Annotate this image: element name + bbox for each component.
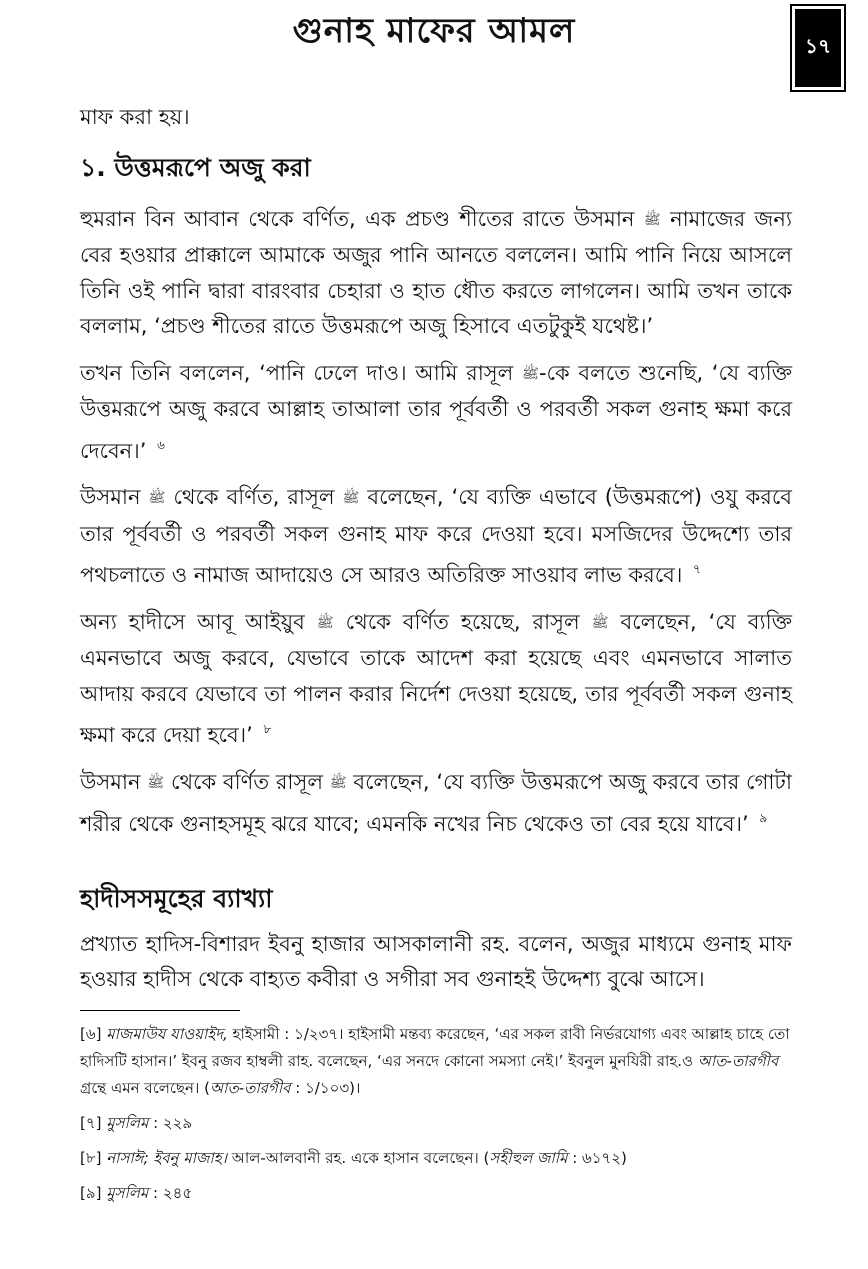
section-heading-wudu: ১. উত্তমরূপে অজু করা [80,152,311,182]
section-heading-explanation: হাদীসসমূহের ব্যাখ্যা [80,883,273,913]
page-number: ১৭ [795,9,841,87]
paragraph-uthman-hadith: উসমান ﷺ থেকে বর্ণিত, রাসূল ﷺ বলেছেন, ‘যে ব্যক্তি এভাবে (উত্তমরূপে) ওযু করবে তার পূর্ববর্তী ও পরবর্তী সকল গুনাহ মাফ করে দেওয়া হবে। মসজিদের উদ্দেশ্যে তার পথচলাতে ও নামাজ আদায়েও সে আরও অতিরিক্ত সাওয়াব লাভ করবে। $^৭$ [80,485,792,587]
footnote-ref-8: ৮ [263,722,272,736]
salawat-icon: ﷺ [591,614,609,631]
page-header-title: গুনাহ মাফের আমল [292,11,576,51]
paragraph-ibn-hajar: প্রখ্যাত হাদিস-বিশারদ ইবনু হাজার আসকালানী রহ. বলেন, অজুর মাধ্যমে গুনাহ মাফ হওয়ার হাদীস থেকে বাহ্যত কবীরা ও সগীরা সব গুনাহই উদ্দেশ্য বুঝে আসে। [80,931,792,991]
honorific-icon: ﷺ [148,490,166,506]
salawat-icon: ﷺ [342,490,360,506]
paragraph-humran: হুমরান বিন আবান থেকে বর্ণিত, এক প্রচণ্ড শীতের রাতে উসমান ﷺ নামাজের জন্য বের হওয়ার প্রাক্কালে আমাকে অজুর পানি আনতে বললেন। আমি পানি নিয়ে আসলে তিনি ওই পানি দ্বারা বারংবার চেহারা ও হাত ধৌত করতে লাগলেন। আমি তখন তাকে বললাম, ‘প্রচণ্ড শীতের রাতে উত্তমরূপে অজু হিসাবে এতটুকুই যথেষ্ট।’ [80,206,792,338]
paragraph-uthman-reply: তখন তিনি বললেন, ‘পানি ঢেলে দাও। আমি রাসূল ﷺ-কে বলতে শুনেছি, ‘যে ব্যক্তি উত্তমরূপে অজু করবে আল্লাহ তাআলা তার পূর্ববর্তী ও পরবর্তী সকল গুনাহ ক্ষমা করে দেবেন।’ $^৬$ [80,360,792,463]
paragraph-abu-ayyub: অন্য হাদীসে আবূ আইয়ুব ﷺ থেকে বর্ণিত হয়েছে, রাসূল ﷺ বলেছেন, ‘যে ব্যক্তি এমনভাবে অজু করবে, যেভাবে তাকে আদেশ করা হয়েছে এবং এমনভাবে সালাত আদায় করবে যেভাবে তা পালন করার নির্দেশ দেওয়া হয়েছে, তার পূর্ববর্তী সকল গুনাহ ক্ষমা করে দেয়া হবে।’ $^৮$ [80,609,792,747]
footnote-ref-6: ৬ [157,437,165,452]
footnote-9: [৯] মুসলিম : ২৪৫ [80,1183,193,1202]
footnote-7: [৭] মুসলিম : ২২৯ [80,1113,193,1132]
footnote-ref-7: ৭ [693,562,701,576]
page-number-box [790,4,846,92]
footnote-divider [80,1010,240,1011]
salawat-icon: ﷺ [522,365,539,382]
footnote-8: [৮] নাসাঈ; ইবনু মাজাহ। আল-আলবানী রহ. একে হাসান বলেছেন। (সহীহুল জামি : ৬১৭২) [80,1148,627,1167]
footnote-6: [৬] মাজমাউয যাওয়াইদ, হাইসামী : ১/২৩৭। হাইসামী মন্তব্য করেছেন, ‘এর সকল রাবী নির্ভরযোগ্য এবং আল্লাহ চাহে তো হাদিসটি হাসান।’ ইবনু রজব হাম্বলী রাহ. বলেছেন, ‘এর সনদে কোনো সমস্যা নেই।’ ইবনুল মুনযিরী রাহ.ও আত-তারগীব গ্রন্থে এমন বলেছেন। (আত-তারগীব : ১/১০৩)। [80,1024,790,1097]
honorific-icon: ﷺ [316,614,334,631]
paragraph-uthman-sins: উসমান ﷺ থেকে বর্ণিত রাসূল ﷺ বলেছেন, ‘যে ব্যক্তি উত্তমরূপে অজু করবে তার গোটা শরীর থেকে গুনাহসমূহ ঝরে যাবে; এমনকি নখের নিচ থেকেও তা বের হয়ে যাবে।’ $^৯$ [80,769,792,836]
salawat-icon: ﷺ [329,774,347,791]
honorific-icon: ﷺ [147,774,165,791]
page-content [80,100,792,1215]
paragraph-continuation: মাফ করা হয়। [80,105,190,129]
footnote-ref-9: ৯ [759,811,768,825]
honorific-icon: ﷺ [643,211,661,228]
